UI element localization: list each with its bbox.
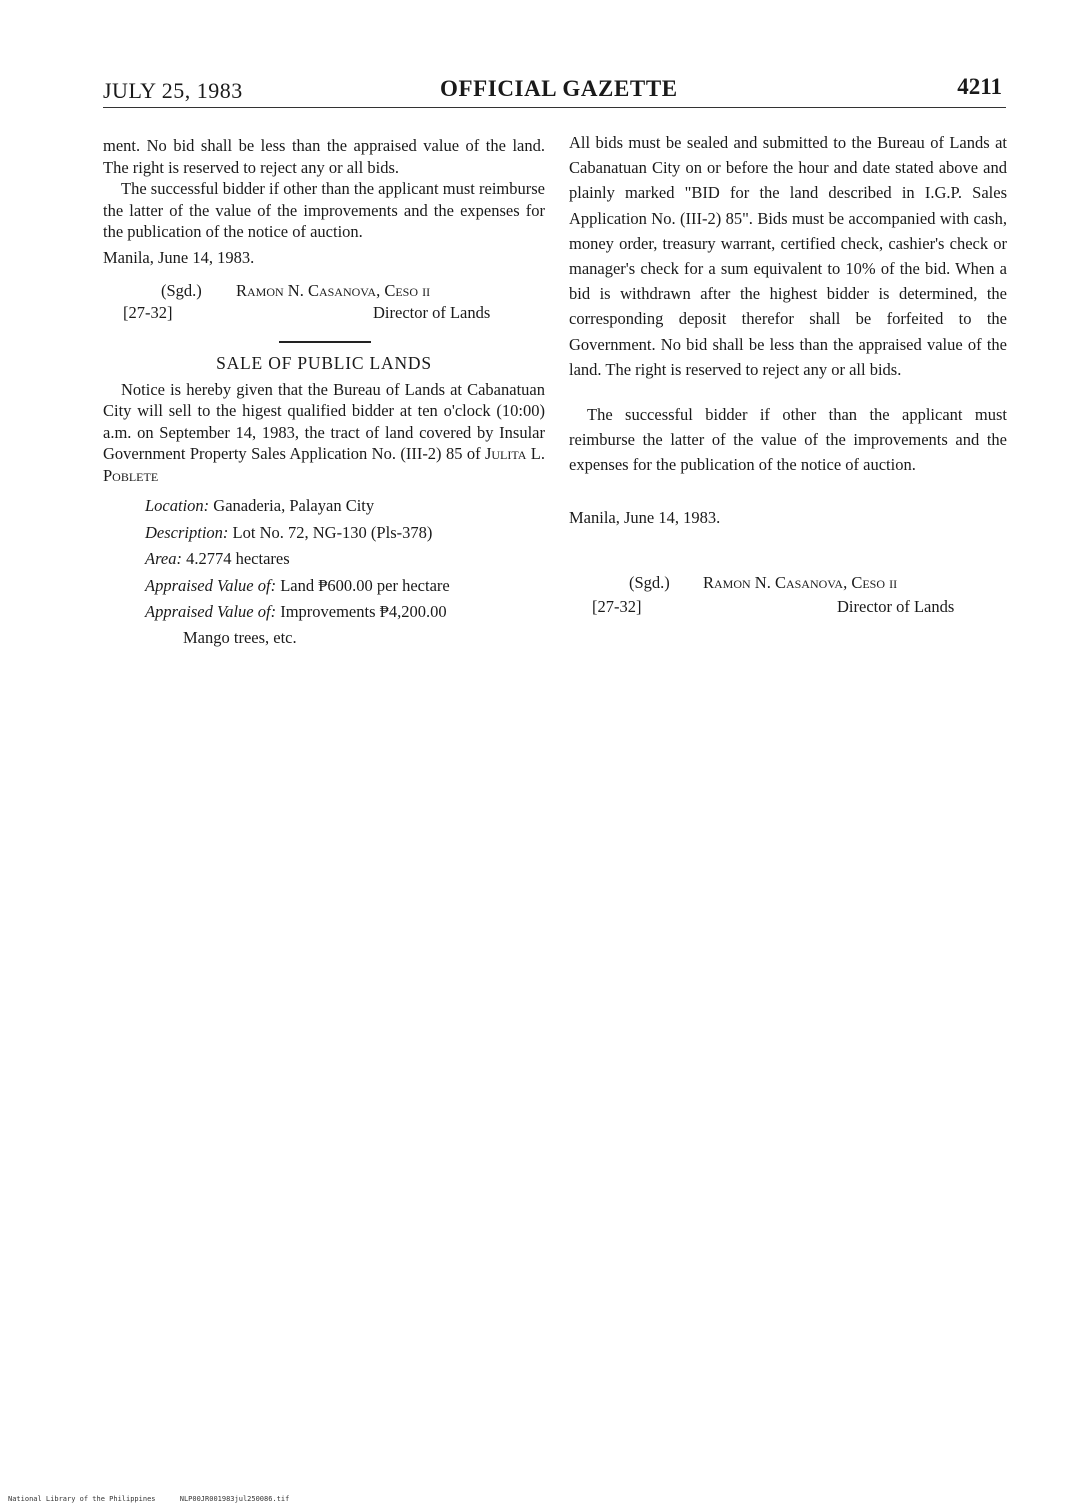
left-column <box>103 135 545 649</box>
field-location <box>145 494 545 519</box>
section-heading: SALE OF PUBLIC LANDS <box>216 353 432 373</box>
signatory-name: Ramon N. Casanova, Ceso ii <box>703 572 898 592</box>
continuation-paragraph: ment. No bid shall be less than the appraised value of the land. The right is reserved to reject any or all bids. <box>103 136 545 177</box>
section-divider <box>279 341 371 343</box>
field-value: 4.2774 hectares <box>186 549 290 568</box>
field-label: Description: <box>145 522 229 542</box>
signed-mark: (Sgd.) <box>161 281 202 300</box>
field-appraised-improvements <box>145 600 545 625</box>
field-value: Lot No. 72, NG-130 (Pls-378) <box>232 522 433 542</box>
page-header <box>103 74 1006 104</box>
field-area <box>145 547 545 572</box>
applicant-name: Julita L. Poblete <box>103 444 546 485</box>
library-credit: National Library of the Philippines <box>8 1495 156 1503</box>
signature-block <box>569 570 1007 620</box>
issue-code: [27-32] <box>592 596 642 616</box>
scan-footer <box>8 1495 289 1503</box>
signatory-title: Director of Lands <box>837 596 955 616</box>
field-value: Ganaderia, Palayan City <box>213 496 375 515</box>
field-label: Location: <box>145 496 210 515</box>
header-rule <box>103 107 1006 108</box>
issue-code: [27-32] <box>123 303 173 322</box>
field-description <box>145 521 545 546</box>
bids-paragraph: All bids must be sealed and submitted to the Bureau of Lands at Cabanatuan City on or before the hour and date stated above and plainly marked "BID for the land described in I.G.P. Sales Application No. (III-2) 85". Bids must be accompanied with cash, money order, treasury warrant, certified check, cashier's check or manager's check for a sum equivalent to 10% of the bid. When a bid is withdrawn after the highest bidder is determined, the corresponding deposit therefor shall be forfeited to the Government. No bid shall be less than the appraised value of the land. The right is reserved to reject any or all bids. <box>569 133 1007 379</box>
field-label: Area: <box>145 549 182 568</box>
signatory-title: Director of Lands <box>373 303 491 322</box>
signatory-name: Ramon N. Casanova, Ceso ii <box>236 281 431 300</box>
field-label: Appraised Value of: <box>145 575 277 595</box>
reimburse-paragraph: The successful bidder if other than the applicant must reimburse the latter of the value of the improvements and the expenses for the publication of the notice of auction. <box>103 179 545 241</box>
signed-mark: (Sgd.) <box>629 572 670 592</box>
field-appraised-land <box>145 574 545 599</box>
right-column <box>569 130 1007 620</box>
place-date: Manila, June 14, 1983. <box>103 247 255 267</box>
signature-block <box>103 280 545 326</box>
publication-title: OFFICIAL GAZETTE <box>440 76 678 101</box>
issue-date: JULY 25, 1983 <box>103 78 243 103</box>
spacer <box>569 478 1007 505</box>
page-number: 4211 <box>957 74 1002 99</box>
place-date: Manila, June 14, 1983. <box>569 507 721 527</box>
notice-text: Notice is hereby given that the Bureau of Lands at Cabanatuan City will sell to the higest qualified bidder at ten o'clock (10:00) a.m. on September 14, 1983, the tract of land covered by Insular Government Property Sales Application No. (III-2) 85 of <box>103 379 545 463</box>
field-value: Improvements ₱4,200.00 <box>280 602 447 621</box>
reimburse-paragraph: The successful bidder if other than the applicant must reimburse the latter of the value of the improvements and the expenses for the publication of the notice of auction. <box>569 405 1007 475</box>
field-value: Land ₱600.00 per hectare <box>280 575 450 595</box>
notice-paragraph <box>103 379 545 487</box>
file-name: NLP00JR001983jul250086.tif <box>179 1495 290 1503</box>
spacer <box>569 382 1007 402</box>
field-label: Appraised Value of: <box>145 602 277 621</box>
field-continuation: Mango trees, etc. <box>183 627 297 647</box>
